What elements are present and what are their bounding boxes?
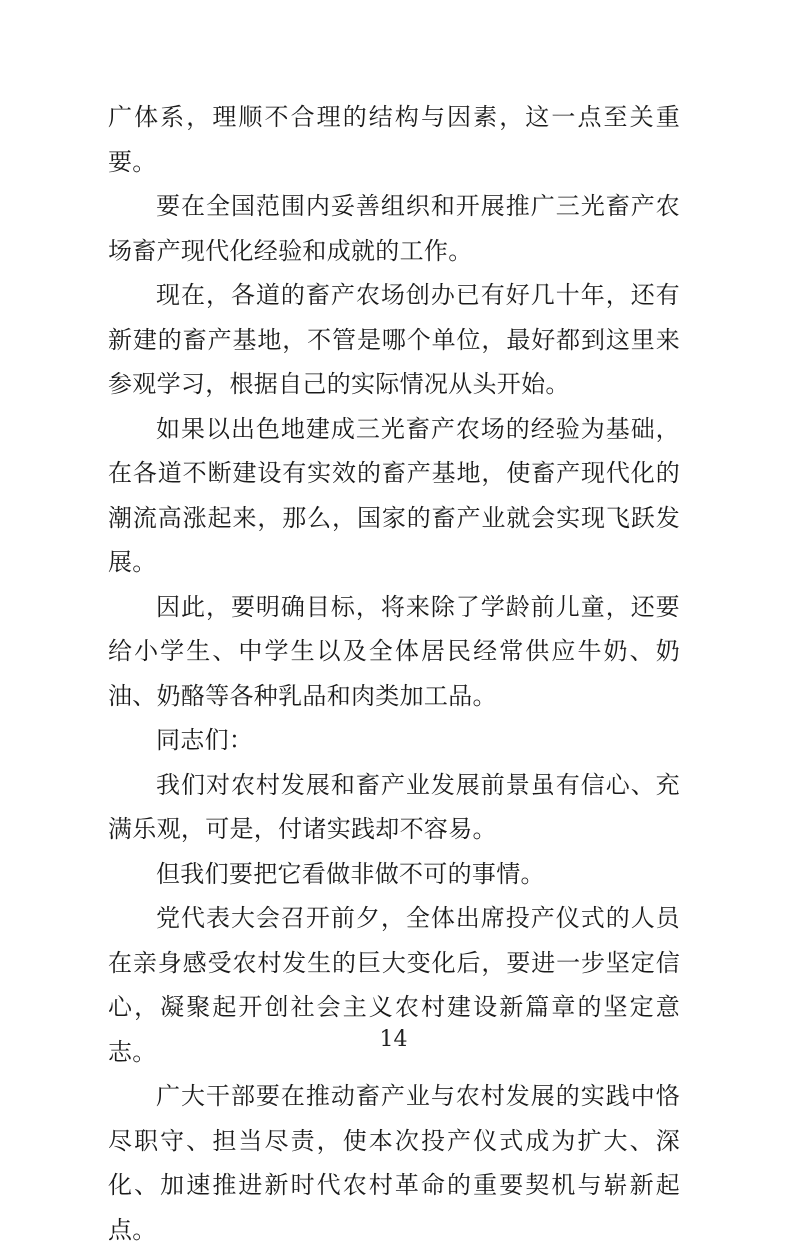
paragraph: 现在，各道的畜产农场创办已有好几十年，还有新建的畜产基地，不管是哪个单位，最好都到这里来参观学习，根据自己的实际情况从头开始。 [108, 281, 680, 398]
page-number: 14 [379, 1027, 408, 1052]
salutation: 同志们： [156, 726, 254, 754]
paragraph: 要在全国范围内妥善组织和开展推广三光畜产农场畜产现代化经验和成就的工作。 [108, 192, 680, 265]
paragraph: 党代表大会召开前夕，全体出席投产仪式的人员在亲身感受农村发生的巨大变化后，要进一步坚定信心，凝聚起开创社会主义农村建设新篇章的坚定意志。 [108, 904, 680, 1066]
paragraph-continuation: 广体系，理顺不合理的结构与因素，这一点至关重要。 [108, 103, 680, 176]
body-text [108, 95, 680, 1252]
paragraph: 但我们要把它看做非做不可的事情。 [156, 859, 545, 888]
paragraph: 我们对农村发展和畜产业发展前景虽有信心、充满乐观，可是，付诸实践却不容易。 [108, 770, 680, 843]
paragraph: 如果以出色地建成三光畜产农场的经验为基础，在各道不断建设有实效的畜产基地，使畜产现代化的潮流高涨起来，那么，国家的畜产业就会实现飞跃发展。 [108, 414, 680, 576]
paragraph: 因此，要明确目标，将来除了学龄前儿童，还要给小学生、中学生以及全体居民经常供应牛奶、奶油、奶酪等各种乳品和肉类加工品。 [108, 592, 680, 710]
paragraph: 广大干部要在推动畜产业与农村发展的实践中恪尽职守、担当尽责，使本次投产仪式成为扩大、深化、加速推进新时代农村革命的重要契机与崭新起点。 [108, 1082, 680, 1244]
